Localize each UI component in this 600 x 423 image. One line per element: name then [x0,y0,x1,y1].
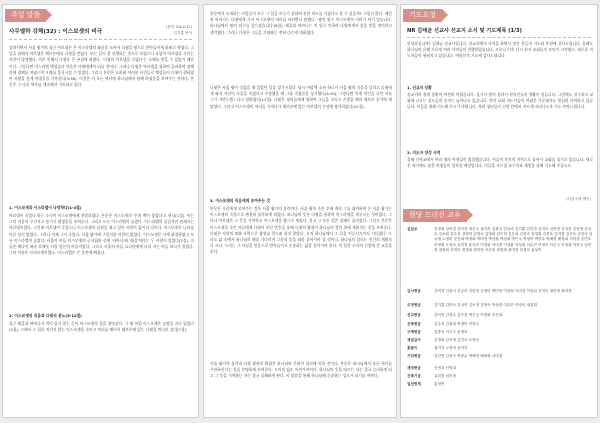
sermon-cont-paragraph-4: 사울 왕가의 몰락과 다윗 왕권의 확립은 하나님의 주권적 섭리에 의한 것이다. 본문은 하나님께서 모든 역사를 주관하신다는 것을 분명하게 보여준다. 우리의 삶도 마찬가지이다. 하나님의 뜻을 따르는 자는 결국 승리하게 되고 그 뜻을 거역하는 자는 결국 실패하게 된다. 이 말씀을 통해 하나님께 순종하는 성도가 되기를 바란다. [210,362,392,379]
prayer-intro: 안녕하십니까? 김태균 선교사입니다. 선교지에서 사역을 하면서 많은 분들의 기도와 후원에 감사드립니다. 올해도 하나님의 은혜 가운데 여러 사역들이 진행되었습니다. 코로나 이후 다시 현지 교회들이 모이기 시작했고, 새로운 지도자들이 세워지고 있습니다. 여러분의 기도에 감사드립니다. [407,42,593,59]
offering-row-names: 유미경 임미정 [434,374,456,378]
announcements-panel [400,4,598,418]
offering-section-header-label: 현당 드리신 교우 [409,211,461,219]
prayer-section-2-body: 올해 신학교에서 여러 명의 학생들이 졸업했습니다. 이들이 각자의 지역으로 돌아가 교회를 섬기고 있습니다. 새로운 학기에도 많은 학생들이 입학할 예정입니다. 이들을 가르칠 교수진과 재정을 위해 기도해 주십시오. [407,158,593,169]
sermon-section-1-body: 아브넬이 죽었다 하는 소식이 이스보셋에게 전달되었다. 본문은 이스보셋의 '손의 맥이 풀렸다'고 한다(1절). 이는 그의 마음이 무너지고 용기가 꺾였음을 보여준다. 그리고 모든 이스라엘이 놀랐다. 이스라엘의 실질적인 권세자는 아브넬이었다. 그런데 아브넬이 죽었으니 이스보셋의 실권을 쥐고 있던 사람이 없어진 것이다. 이스보셋은 나라를 이끌 힘이 없었다. 그러나 이제 그가 죽었다. 사울 왕가에 그럼직한 사람이 없었다. 이스보셋은 크게 좌절하였고 모든 이스라엘이 놀랐다. 사울의 아들 이스보셋의 군지휘관 중에 '바아나'와 '레갑'이라는 두 사람이 있었다(2절). 이들은 베냐민 족속 브에롯 사람 림몬의 아들이었다. 그리고 사울의 아들 요나단에게 다리 저는 아들 하나가 있었다. 그의 이름은 므비보셋이었다. 이스라엘은 큰 혼란에 빠졌다. [9,214,194,256]
sermon-section-3-title: 3. 이스보셋의 죽음에게 보여주는 것 [210,199,270,203]
offering-row-label: 선교헌금 [407,313,421,317]
offering-row-names: 강경희 김지영 김진숙 오정숙 [434,338,480,342]
sermon-section-header [5,9,46,22]
offering-list [407,227,595,415]
offering-row-label: 주정헌금 [407,303,421,307]
title-divider [9,39,192,40]
offering-row-label: 감사헌금 [407,289,421,293]
sermon-cont-paragraph-2: 다윗은 사울 왕이 죽었을 때 일었던 일을 상기시켰다. 당시 아말렉 소년 하나가 사울 왕의 죽음을 알리고 다윗에게 와서 자신이 사울을 죽였다고 주장했을 때 그를 죽였음을 상기했다(4:10). 그렇다면 이제 의인을 죽인 자를 그가 가만두겠느냐고 말하였다(11절). 다윗은 청년들에게 명하여 그들을 죽이고 손발을 베어 헤브론 못가에 매달았다. 그리고 이스보셋의 머리를 가져다가 헤브론에 있는 아브넬의 무덤에 장사하였다(12절). [210,86,392,109]
offering-row-label: 꽃꽂이 [407,346,418,350]
sermon-pastor: 김기훈 목사 [173,31,192,35]
offering-row-names: 홍성민 [434,382,445,386]
prayer-section-1-title: 1. 선교지 상황 [407,86,432,90]
offering-row-label: 십일조 [407,227,418,231]
sermon-cont-paragraph-1: 본문에서 소개하는 사람들이 모두 그 일을 이루기 위하여 선한 의도를 가졌다고 볼 수 있을까? 그렇지 않다. 레갑과 바아나는 다윗에게 가서 이스보셋의 머리를 바치면서 말했다. '왕의 원수 이스보셋의 머리가 여기 있습니다. 하나님께서 왕의 원수를 갚으셨습니다'(8절). 레갑과 바아나는 이 일로 인하여 다윗에게서 상을 받을 것이라고 생각했다. 그러나 다윗은 그들을 기대와는 전혀 다르게 대하였다. [210,12,392,35]
offering-row-names: 권기자 노영미 윤석진 [434,346,468,350]
offering-row-names: 송민호 신영희 [434,366,456,370]
sermon-title: 사무엘하 강해(32) : 이스보셋의 비극 [9,29,103,35]
sermon-cont-paragraph-3: 본문은 우리에게 보여주는 것은 사울 왕가의 몰락이다. 사울 왕이 죽은 후에 계속 그를 대적하여 온 사울 왕가는 이스보셋의 죽음으로 완전히 몰락하게 되었다. 하나님의 뜻은 다윗을 통하여 이스라엘을 세우시는 것이었다. 그러나 아브넬은 그 뜻을 거역하고 이스보셋을 왕으로 세웠다. 결국 그 모든 일은 실패로 돌아갔다. 그리고 본문은 이스보셋을 죽인 자들에게 다윗이 보인 반응을 통해 다윗의 왕권이 하나님의 정의 위에 세워지는 것을 보여준다. 다윗은 사람의 꾀와 폭력으로 왕위를 얻으려 하지 않았다. 오직 하나님께서 그 일을 이루시기까지 기다렸다. 우리도 삶 속에서 하나님의 때를 기다리며 그분의 뜻을 따라 살아가야 할 것이다. 하나님의 섭리는 인간의 계획보다 크다. 우리는 그 사실을 믿음으로 받아들이고 순종하는 삶을 살아가야 한다. 이 일은 우리의 신앙에 큰 교훈을 준다. [210,207,392,255]
sermon-reference: (삼하 3:6-4:12) [165,25,192,29]
sermon-section-2-title: 2. 이스보셋의 죽음과 다윗의 분노(5-12절) [9,314,82,318]
offering-row-label: 구제헌금 [407,330,421,334]
offering-row-label: 재정헌금 [407,366,421,370]
prayer-section-1-body: 선교지의 경제 상황이 여전히 어렵습니다. 물가가 많이 올라서 현지인들의 생활이 힘듭니다. 그럼에도 불구하고 교회에 나오는 성도들의 숫자는 늘어나고 있습니다. 현지 교회 지도자들이 어려운 가운데서도 열심히 사역하고 있습니다. 이들을 위해 기도해 주시기 바랍니다. 특히 청년들이 신앙 안에서 바르게 자라나도록 기도 부탁드립니다. [407,93,593,110]
header-arrow-icon [442,9,448,21]
prayer-section-header-label: 기도요청 [409,11,437,19]
offering-row-names: 김기훈 김미숙 김상현 김소영 김영숙 박성희 이수진 이영숙 정경희 [434,303,537,307]
prayer-divider [407,37,591,38]
offering-row-names: 김선영 김현숙 박종수 박혜경 배정희 서미경 [434,354,503,358]
offering-section-header [403,209,467,222]
sermon-continued-panel [203,4,397,418]
offering-row-label: 생일감사 [407,338,421,342]
offering-row-label: 건축헌금 [407,322,421,326]
offering-row-label: 일천번제 [407,382,421,386]
sermon-panel [2,4,199,418]
sermon-section-1-title: 1. 이스보셋과 이스라엘이 낙망하다(1-4절) [9,206,82,210]
prayer-request-title: NR 김태균 선교사 선교지 소식 및 기도제목 (1/3) [407,28,523,34]
header-arrow-icon [467,209,473,221]
offering-row-label: 건축기금 [407,374,421,378]
prayer-section-2-title: 2. 지도자 양성 사역 [407,151,441,155]
sermon-intro: 강하지면서 사울 왕가의 장군 아브넬은 온 이스라엘의 화음을 모아서 다윗을 왕으로 받아들이게 하려고 하였다. 그 일을 위해서 아브넬은 헤브론에서 다윗을 만났다. 또는 일이 잘 진행되는 것으로 보였으나 요압이 아브넬을 죽이는 사건이 발생했다. 이로 인해서 다윗은 큰 곤경에 처했다. '다윗이 아브넬을 죽였다'는 오해를 받을 수 있었기 때문이다. 그렇다면 이스라엘 백성들의 마음은 다윗에게서 떠날 것이다. 그러나 다윗은 아브넬을 위하여 슬퍼하며 장례식에 경례를 지냈으며 오해를 불식시킬 수 있었다. 그리고 본문은 오히려 이러한 사건들로 백성들이 다윗이 행하였던 사랑을 좋게 여겼음을 기록한다(3:36). 이것은 이 모든 역사에 하나님께서 함께 하셨음을 보여주는 것이다. 본문은 그 다음 역사를 계속해서 기록하고 있다. [9,46,194,88]
offering-row-names: 강미경 김광식 김규리 김미경 김영미 박미영 이경희 이미경 이성희 전미숙 정미영 최미경 [434,289,572,293]
offering-row-names: 김수진 김정희 박정미 이현주 [434,322,480,326]
offering-row-names: 강경희 강미경 강석현 곽은주 권기자 김광식 김규리 김기훈 김미경 김미숙 김민정 김상현 김선영 김성수 김소영 김수진 김영미 김영숙 김영희 김은정 김은희 김정숙 김정희 김종호 김지영 김진숙 김현숙 남궁철 노영미 문선희 박경희 박미영 박상철 박성희 박은주 박정미 박종수 박혜경 배정희 서미경 송민호 신영희 오정숙 유미경 윤석진 이경희 이미경 이상훈 이성희 이수진 이영숙 이은주 이정희 이현주 임미정 장영희 전미숙 정경희 정미영 조은희 최경희 최미경 한정숙 홍성민 [434,227,593,252]
prayer-section-header [403,9,442,22]
header-arrow-icon [46,9,52,21]
offering-row-names: 강석현 김성수 김은정 박은주 이정희 조은희 [434,313,503,317]
sermon-section-header-label: 주일 말씀 [11,11,41,19]
offering-row-label: 기타헌금 [407,354,421,358]
offering-row-names: 김종호 이은주 한정숙 [434,330,468,334]
prayer-continued-note: (다음주에 계속) [566,197,591,201]
sermon-section-2-body: 장군 레갑과 바아나가 적어 있지 않는 듯이 이스보셋의 집을 찾아갔다. 그 때 마침 이스보셋은 낮잠을 자고 있었다(5절). 그래서 그 집은 지키지 않는 이스보셋을 죽이고 머리를 베어서 헤브론에 있는 다윗을 만나러 갔다(7절). [9,322,194,333]
